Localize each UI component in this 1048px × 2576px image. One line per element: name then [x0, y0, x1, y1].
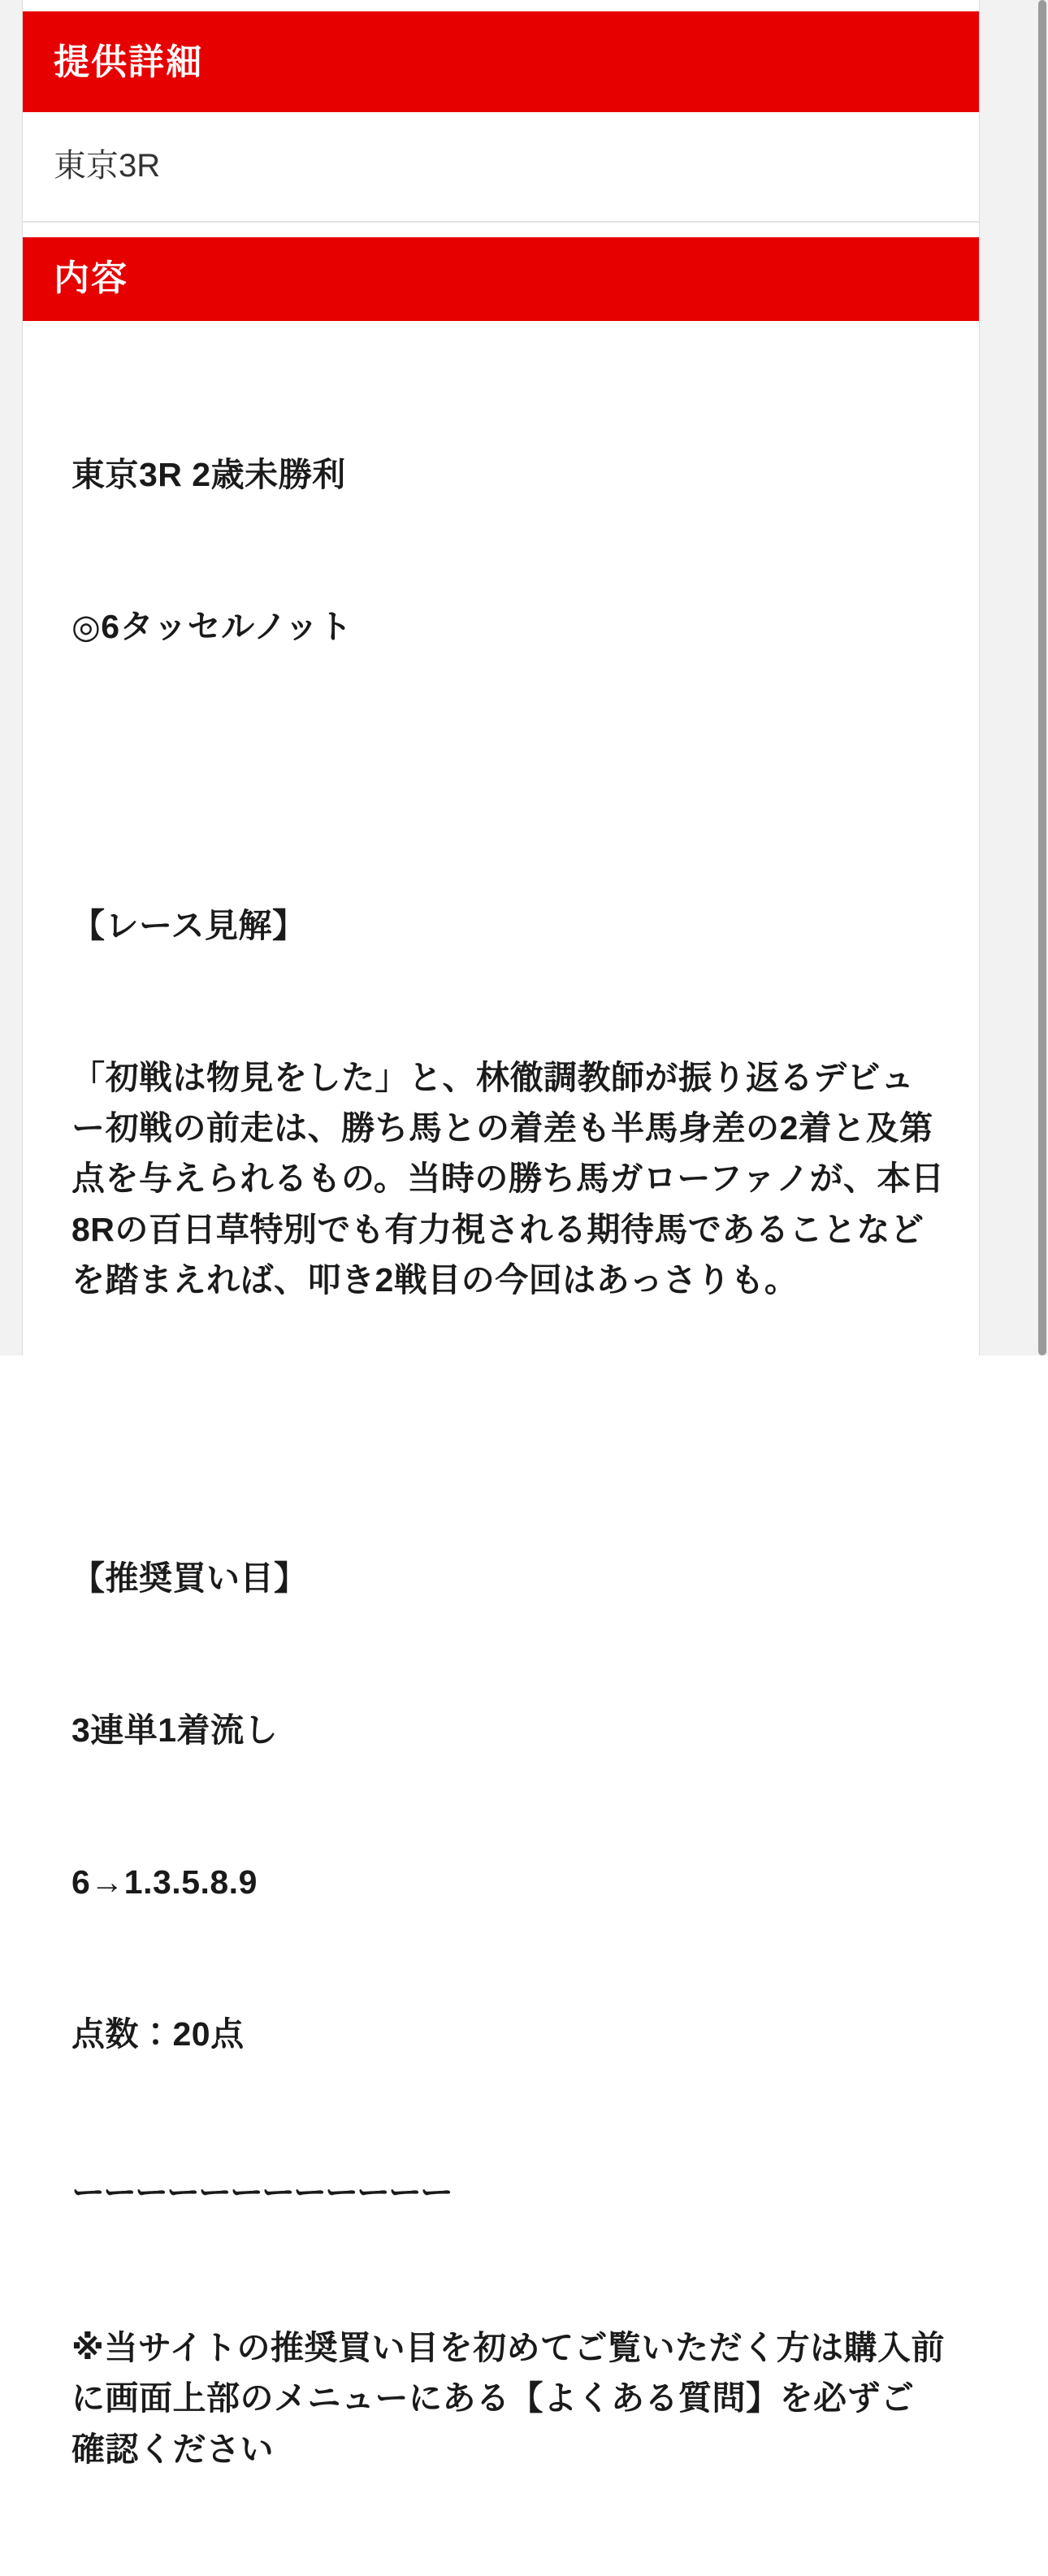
race-view-heading: 【レース見解】 [71, 906, 306, 944]
section-header-content: 内容 [23, 237, 980, 321]
race-title: 東京3R 2歳未勝利 [71, 456, 346, 494]
page-gutter-right [979, 0, 1048, 1355]
top-spacer [23, 0, 980, 11]
section-gap [23, 223, 980, 237]
scrollbar-track[interactable] [1037, 0, 1048, 1355]
race-pick: ◎6タッセルノット [71, 608, 353, 646]
bet-heading: 【推奨買い目】 [71, 1559, 308, 1598]
race-view-text: 「初戦は物見をした」と、林徹調教師が振り返るデビュー初戦の前走は、勝ち馬との着差も半馬身差の2着と及第点を与えられるもの。当時の勝ち馬ガローファノが、本日8Rの百日草特別でも有力視される期待馬であることなどを踏まえれば、叩き2戦目の今回はあっさりも。 [71, 1058, 945, 1299]
scrollbar-thumb[interactable] [1038, 0, 1046, 1355]
section-header-provider-detail: 提供詳細 [23, 11, 980, 112]
content-spacer-2 [71, 1407, 947, 1452]
notice-text: ※当サイトの推奨買い目を初めてご覧いただく方は購入前に画面上部のメニューにある【よくある質問】を必ずご確認ください [71, 2329, 945, 2468]
content-body [23, 321, 980, 2576]
horizontal-rule-text: ーーーーーーーーーーーー [71, 2174, 452, 2212]
bet-points: 点数：20点 [71, 2015, 245, 2053]
bet-combo: 6→1.3.5.8.9 [71, 1863, 258, 1902]
provider-detail-body: 東京3R [54, 148, 161, 184]
bet-type: 3連単1着流し [71, 1711, 279, 1750]
page-gutter-left [0, 0, 23, 1355]
page-content [23, 0, 980, 2468]
content-spacer-1 [71, 753, 947, 799]
